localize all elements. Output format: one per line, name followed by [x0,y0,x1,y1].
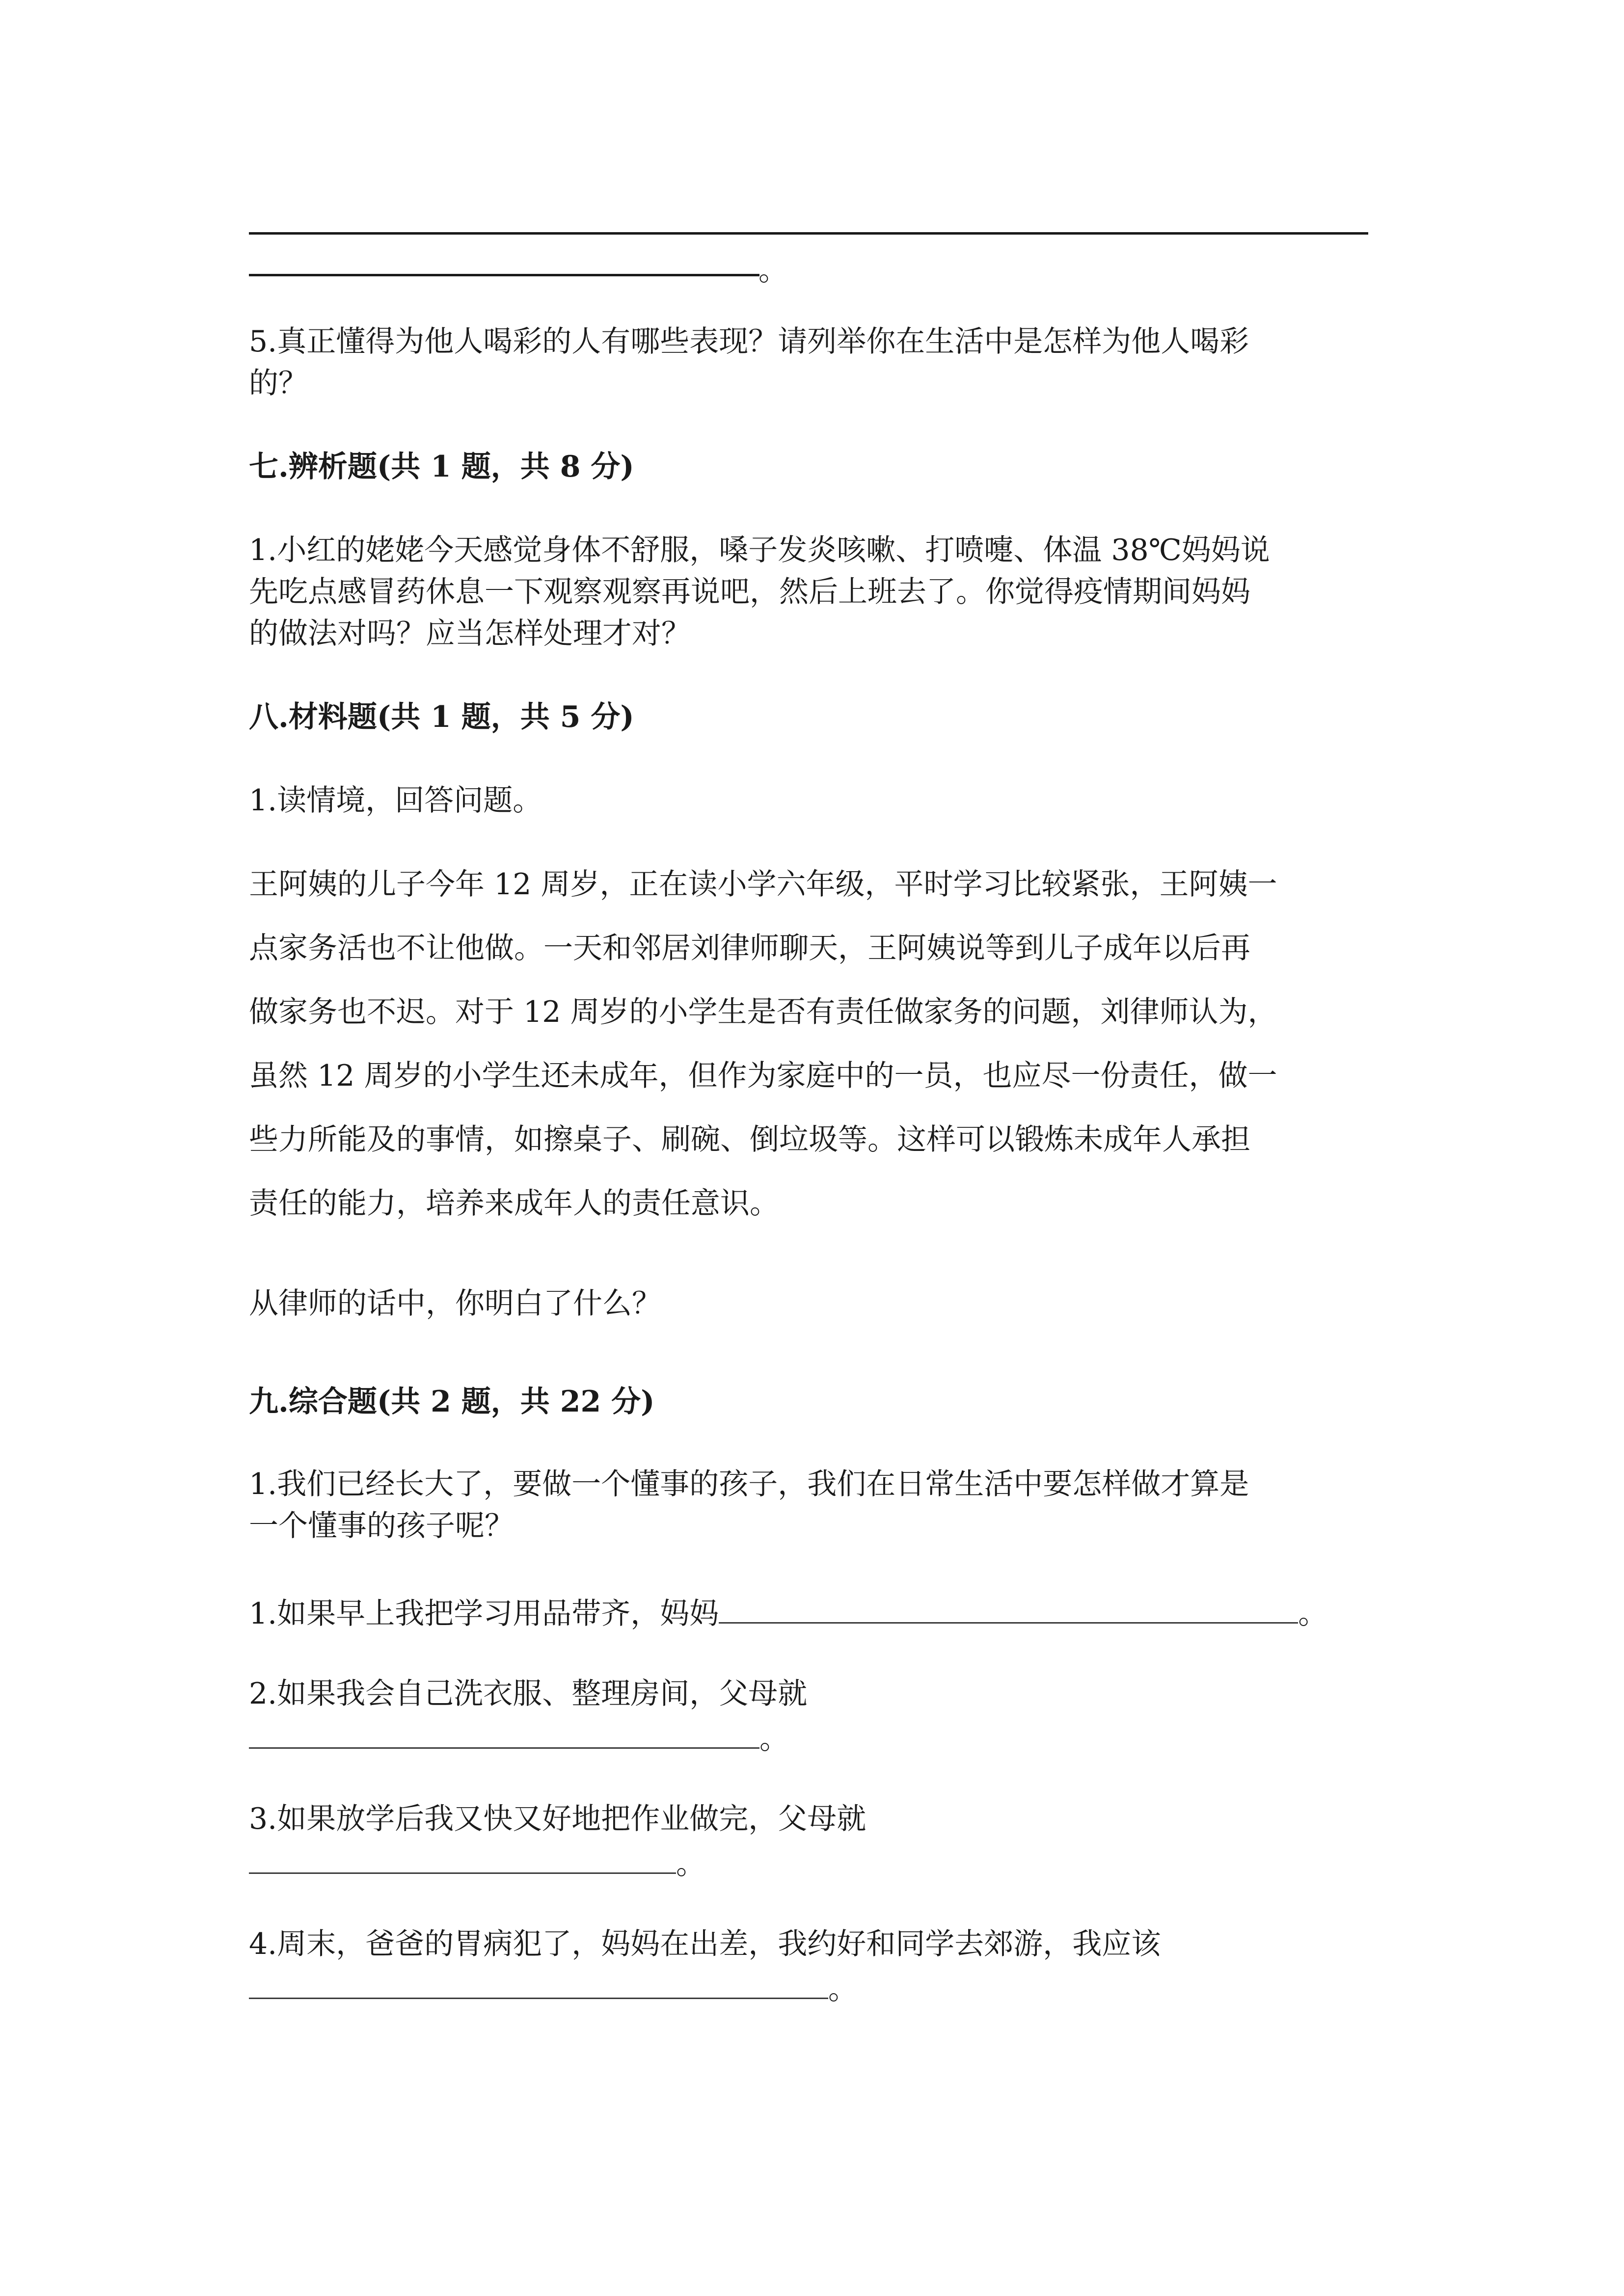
section-9-item-2: 2.如果我会自己洗衣服、整理房间，父母就 [249,1677,808,1711]
passage-line: 些力所能及的事情，如擦桌子、刷碗、倒垃圾等。这样可以锻炼未成年人承担 [249,1122,1250,1157]
section-7-q1-line3: 的做法对吗？应当怎样处理才对？ [249,616,691,651]
section-9-item-3: 3.如果放学后我又快又好地把作业做完，父母就 [249,1802,866,1836]
answer-rule-2 [249,274,759,276]
item-1-end: 。 [1298,1597,1328,1631]
answer-rule-1 [249,232,1368,235]
answer-end-mark: 。 [758,253,788,288]
section-9-heading: 九.综合题(共 2 题，共 22 分) [249,1385,655,1419]
section-9-item-1 [249,1593,1327,1631]
item-2-blank[interactable] [249,1718,759,1749]
section-7-q1-line1: 1.小红的姥姥今天感觉身体不舒服，嗓子发炎咳嗽、打喷嚏、体温 38℃妈妈说 [249,533,1270,567]
section-9-item-3-answer [249,1843,705,1882]
section-9-item-2-answer [249,1718,789,1757]
section-7-heading: 七.辨析题(共 1 题，共 8 分) [249,450,634,484]
passage-line: 王阿姨的儿子今年 12 周岁，正在读小学六年级，平时学习比较紧张，王阿姨一 [249,867,1277,902]
question-6-5-line2: 的？ [249,366,308,400]
passage-line: 做家务也不迟。对于 12 周岁的小学生是否有责任做家务的问题，刘律师认为， [249,995,1277,1029]
section-8-question: 从律师的话中，你明白了什么？ [249,1286,661,1321]
section-7-q1-line2: 先吃点感冒药休息一下观察观察再说吧，然后上班去了。你觉得疫情期间妈妈 [249,575,1250,609]
section-8-heading: 八.材料题(共 1 题，共 5 分) [249,700,634,734]
passage-line: 点家务活也不让他做。一天和邻居刘律师聊天，王阿姨说等到儿子成年以后再 [249,931,1250,965]
passage-line: 虽然 12 周岁的小学生还未成年，但作为家庭中的一员，也应尽一份责任，做一 [249,1059,1277,1093]
section-9-item-4: 4.周末，爸爸的胃病犯了，妈妈在出差，我约好和同学去郊游，我应该 [249,1927,1161,1961]
item-3-blank[interactable] [249,1843,676,1874]
section-9-q1-line2: 一个懂事的孩子呢？ [249,1509,514,1543]
item-1-blank[interactable] [719,1593,1298,1624]
question-6-5-line1: 5.真正懂得为他人喝彩的人有哪些表现？请列举你在生活中是怎样为他人喝彩 [249,324,1249,359]
item-3-end: 。 [676,1847,705,1881]
section-8-passage [249,853,1388,1235]
section-9-item-4-answer [249,1968,858,2007]
item-1-text: 1.如果早上我把学习用品带齐，妈妈 [249,1597,719,1631]
section-9-q1-line1: 1.我们已经长大了，要做一个懂事的孩子，我们在日常生活中要怎样做才算是 [249,1467,1249,1501]
section-8-q1-intro: 1.读情境，回答问题。 [249,783,542,818]
passage-line: 责任的能力，培养来成年人的责任意识。 [249,1186,779,1221]
item-4-blank[interactable] [249,1968,828,1999]
item-4-end: 。 [828,1972,858,2006]
item-2-end: 。 [759,1722,789,1756]
